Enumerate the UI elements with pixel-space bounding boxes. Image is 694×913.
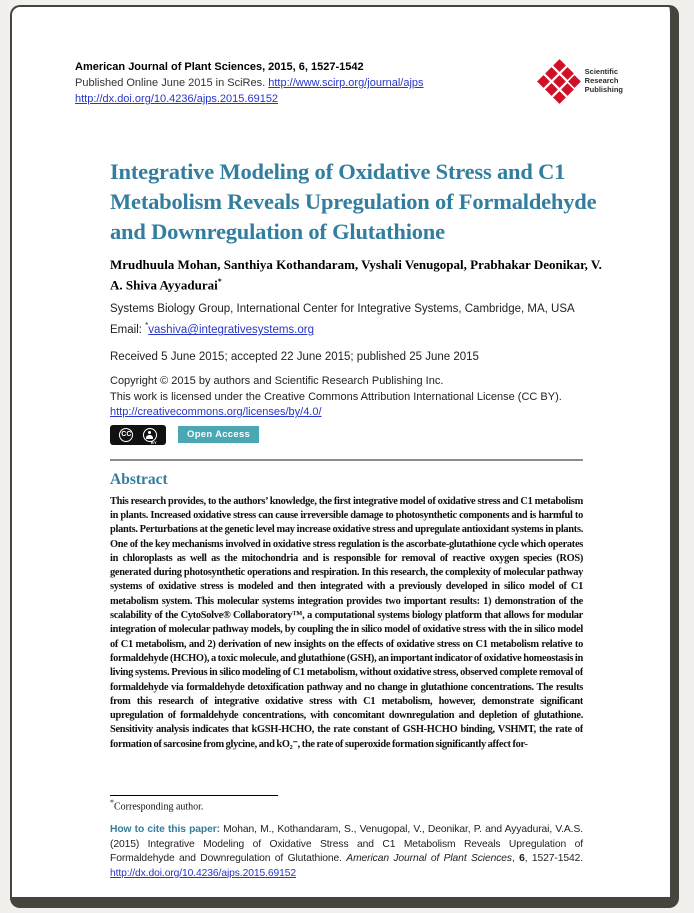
authors-line [110,256,610,293]
abstract-text: This research provides, to the authors’ knowledge, the first integrative model of oxidative stress and C1 metabolism in plants. Increased oxidative stress can cause irreversible damage to photosynthetic components and is harmful to plants. Perturbations at the genetic level may increase oxidative stress and upregulate antioxidant systems in plants. One of the key mechanisms involved in oxidative stress regulation is the ascorbate-glutathione cycle which operates in chloroplasts as well as the mitochondria and is responsible for removal of reactive oxygen species (ROS) generated during photosynthetic operations and respiration. In this research, the complexity of molecular pathway systems of oxidative stress is modeled and then integrated with a previously developed in silico model of C1 metabolism system. This molecular systems integration provides two important results: 1) demonstration of the scalability of the CytoSolve® Collaboratory™, a computational systems biology platform that allows for modular integration of molecular pathway models, by coupling the in silico model of oxidative stress with the in silico model of C1 metabolism, and 2) derivation of new insights on the effects of oxidative stress on C1 metabolism relative to formaldehyde (HCHO), a toxic molecule, and glutathione (GSH), an important indicator of oxidative homeostasis in living systems. Previous in silico modeling of C1 metabolism, without oxidative stress, observed complete removal of formaldehyde via formaldehyde detoxification pathway and no change in glutathione concentrations. The results from this research of integrative oxidative stress with C1 metabolism, however, demonstrate significant upregulation of formaldehyde concentrations, with concomitant downregulation and depletion of glutathione. Sensitivity analysis indicates that kGSH-HCHO, the rate constant of GSH-HCHO binding, VSHMT, the rate of formation of sarcosine from glycine, and kO₂⁻, the rate of superoxide formation significantly affect for- [110,495,583,750]
doi-link[interactable]: http://dx.doi.org/10.4236/ajps.2015.69152 [75,93,279,105]
cite-pages: , 1527-1542. [524,853,583,865]
page-header [75,59,623,107]
section-divider [110,459,583,461]
published-online-line [75,75,424,91]
by-label: BY [150,439,157,445]
logo-diamond [553,91,566,104]
copyright-line2: This work is licensed under the Creative Commons Attribution International License (CC BY). [110,390,562,403]
dates-line: Received 5 June 2015; accepted 22 June 2015; published 25 June 2015 [110,351,479,364]
cite-doi-link[interactable]: http://dx.doi.org/10.4236/ajps.2015.69152 [110,867,296,879]
publisher-name-line1: Scientific [584,67,618,76]
corresponding-author-marker: * [217,277,222,286]
publisher-name-line2: Research [584,76,619,85]
main-content [110,157,602,752]
copyright-line1: Copyright © 2015 by authors and Scientific Research Publishing Inc. [110,375,444,388]
cite-text: Mohan, M., Kothandaram, S., Venugopal, V., Deonikar, P. and Ayyadurai, V.A.S. (2015) Integrative Modeling of Oxidative Stress and C1 Metabolism Reveals Upregulation of Formaldehyde and Downregulation of Glutathione. [110,824,583,865]
cc-icon: CC [119,428,133,442]
affiliation-line: Systems Biology Group, International Center for Integrative Systems, Cambridge, MA, USA [110,303,575,316]
publisher-name-line3: Publishing [584,85,623,94]
license-badges [110,425,583,445]
paper-page [10,5,679,908]
email-label: Email: [110,324,146,337]
cite-volume: 6 [519,853,525,865]
logo-diamonds-icon [539,61,579,103]
publisher-logo [539,61,623,103]
email-marker: * [145,321,149,331]
journal-citation-line: American Journal of Plant Sciences, 2015, 6, 1527-1542 [75,61,364,73]
author-names: Mrudhuula Mohan, Santhiya Kothandaram, Vyshali Venugopal, Prabhakar Deonikar, V. A. Shiva Ayyadurai [110,257,602,293]
copyright-block [110,374,583,421]
abstract-heading: Abstract [110,470,168,488]
page-bottom-block [110,795,583,881]
footnote-text [110,798,583,812]
license-link[interactable]: http://creativecommons.org/licenses/by/4.0/ [110,406,322,419]
cc-by-badge[interactable] [110,425,166,445]
email-link[interactable]: vashiva@integrativesystems.org [148,324,314,337]
cite-label: How to cite this paper: [110,824,224,836]
journal-url-link[interactable]: http://www.scirp.org/journal/ajps [268,77,424,89]
how-to-cite-block [110,823,583,881]
doi-line [75,91,424,107]
cite-journal-name: American Journal of Plant Sciences [346,853,512,865]
cite-sep: , [511,853,520,865]
footnote-marker: * [110,798,114,807]
journal-info [75,59,424,107]
paper-title: Integrative Modeling of Oxidative Stress and C1 Metabolism Reveals Upregulation of Formaldehyde and Downregulation of Glutathione [110,159,597,244]
publisher-name [585,67,623,94]
footnote-label: Corresponding author. [114,801,204,813]
published-prefix: Published Online June 2015 in SciRes. [75,77,269,89]
open-access-badge[interactable]: Open Access [178,426,259,443]
footnote-divider [110,795,278,796]
email-line [110,318,583,338]
